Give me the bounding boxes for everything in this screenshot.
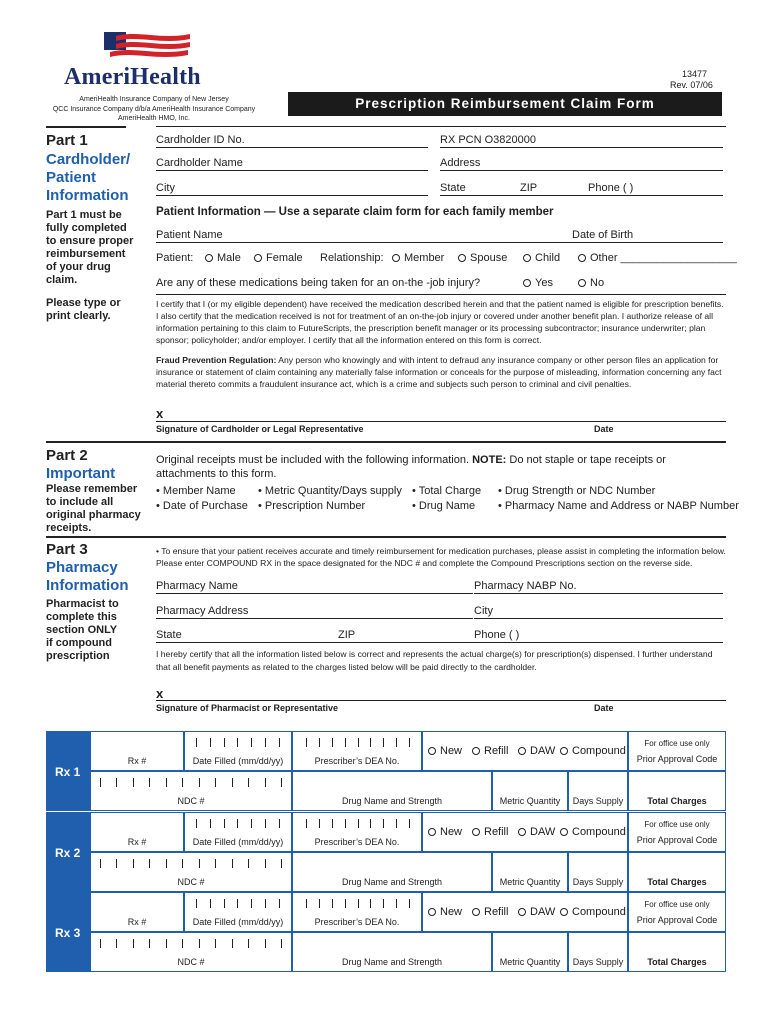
rx-number-label: Rx # [127, 917, 147, 927]
rx-pcn-field[interactable]: RX PCN O3820000 [440, 134, 723, 148]
radio-icon [560, 747, 568, 755]
metric-qty-label: Metric Quantity [499, 877, 561, 887]
rx-number-label: Rx # [127, 837, 147, 847]
radio-icon [392, 254, 400, 262]
metric-qty-label: Metric Quantity [499, 796, 561, 806]
intro-text: Original receipts must be included with the following information. [156, 454, 473, 466]
bullet-drug-name: • Drug Name [412, 500, 476, 512]
total-charges-label: Total Charges [647, 796, 707, 806]
radio-icon [428, 747, 436, 755]
relationship-label: Relationship: [320, 252, 384, 264]
note-line: section ONLY [46, 624, 118, 636]
intro-text2: Do not staple or tape receipts or attachments to this form. [156, 454, 666, 480]
heading-line: Pharmacy [46, 559, 118, 576]
pharmacy-phone-field[interactable]: Phone ( ) [474, 629, 723, 643]
dea-ticks [306, 738, 410, 747]
note-label: NOTE: [472, 454, 507, 466]
heading-line: Information [46, 577, 129, 594]
radio-icon [472, 908, 480, 916]
radio-icon [518, 828, 526, 836]
signature-line[interactable] [156, 421, 726, 422]
note-line: Part 1 must be [46, 209, 122, 221]
fraud-label: Fraud Prevention Regulation: [156, 355, 277, 365]
bullet-rx-number: • Prescription Number [258, 500, 366, 512]
pharmacy-zip-field[interactable]: ZIP [338, 629, 474, 643]
pharmacy-state-field[interactable]: State [156, 629, 338, 643]
fraud-body: Any person who knowingly and with intent to defraud any insurance company or other person files an application for insurance or statement of claim containing any materially false information or conceals for the purpose of misleading, information concerning any fact material thereto commits a fraudulent insurance act, which is a crime and subjects such person to criminal and civil penalties. [156, 355, 722, 389]
dea-ticks [306, 819, 410, 828]
part1-label: Part 1 [46, 132, 88, 149]
company-line: AmeriHealth Insurance Company of New Jersey [79, 96, 229, 103]
office-use-label: For office use only [644, 900, 710, 909]
radio-icon [472, 747, 480, 755]
section-rule [156, 126, 726, 127]
date-filled-ticks [196, 738, 280, 747]
radio-icon [578, 254, 586, 262]
part3-rule [46, 536, 726, 538]
metric-qty-label: Metric Quantity [499, 957, 561, 967]
bullet-total: • Total Charge [412, 485, 482, 497]
signature-label: Signature of Cardholder or Legal Representative [156, 424, 364, 434]
part1-rule [46, 126, 126, 128]
radio-icon [472, 828, 480, 836]
rx-number-label: Rx # [127, 756, 147, 766]
female-radio[interactable]: Female [254, 252, 303, 264]
patient-gender-row [156, 252, 193, 264]
cardholder-id-field[interactable]: Cardholder ID No. [156, 134, 428, 148]
radio-icon [578, 279, 586, 287]
date-filled-ticks [196, 819, 280, 828]
new-radio[interactable]: New [428, 745, 462, 757]
daw-radio[interactable]: DAW [518, 745, 555, 757]
bullet-date: • Date of Purchase [156, 500, 248, 512]
rx-block-label-cell [46, 892, 90, 972]
male-radio[interactable]: Male [205, 252, 241, 264]
days-supply-label: Days Supply [572, 877, 624, 887]
daw-radio[interactable]: DAW [518, 826, 555, 838]
refill-radio[interactable]: Refill [472, 745, 508, 757]
note-line: receipts. [46, 522, 92, 534]
pharmacy-city-field[interactable]: City [474, 605, 723, 619]
office-use-cell [628, 812, 726, 852]
note-line: if compound [46, 637, 112, 649]
radio-icon [458, 254, 466, 262]
member-radio[interactable]: Member [392, 252, 444, 264]
cardholder-name-field[interactable]: Cardholder Name [156, 157, 428, 171]
bullet-member-name: • Member Name [156, 485, 236, 497]
revision: Rev. 07/06 [670, 80, 713, 90]
logo [60, 28, 230, 96]
radio-icon [518, 908, 526, 916]
part2-label: Part 2 [46, 447, 88, 464]
rx-block-label: Rx 3 [55, 926, 81, 940]
state-field[interactable]: State [440, 182, 520, 196]
total-charges-label: Total Charges [647, 877, 707, 887]
radio-icon [560, 828, 568, 836]
ndc-label: NDC # [177, 877, 205, 887]
bullet-metric: • Metric Quantity/Days supply [258, 485, 402, 497]
date-filled-label: Date Filled (mm/dd/yy) [192, 756, 284, 766]
company-lines [36, 95, 272, 124]
note-line: fully completed [46, 222, 127, 234]
heading-line: Information [46, 187, 129, 204]
date-filled-label: Date Filled (mm/dd/yy) [192, 837, 284, 847]
logo-text: AmeriHealth [64, 64, 201, 90]
refill-radio[interactable]: Refill [472, 906, 508, 918]
part2-note [46, 483, 141, 535]
rx-block-label-cell [46, 731, 90, 811]
drug-name-label: Drug Name and Strength [341, 877, 443, 887]
rx-block-label-cell [46, 812, 90, 892]
part3-label: Part 3 [46, 541, 88, 558]
radio-icon [523, 254, 531, 262]
page-title: Prescription Reimbursement Claim Form [355, 96, 655, 111]
office-use-label: For office use only [644, 739, 710, 748]
patient-heading: Patient Information — Use a separate claim form for each family member [156, 206, 554, 218]
bullet-pharmacy: • Pharmacy Name and Address or NABP Number [498, 500, 739, 512]
child-radio[interactable]: Child [523, 252, 560, 264]
form-number: 13477 [682, 69, 708, 79]
note-line: complete this [46, 611, 117, 623]
patient-label: Patient: [156, 252, 194, 264]
office-use-cell [628, 892, 726, 932]
prior-approval-label: Prior Approval Code [636, 754, 718, 764]
ndc-label: NDC # [177, 796, 205, 806]
pharmacy-certify: I hereby certify that all the information listed below is correct and represents the actual charge(s) for prescription(s) dispensed. I further understand that all benefit payments as related to the charges listed below will be paid directly to the cardholder. [156, 649, 713, 672]
other-radio[interactable]: Other ___________________ [578, 252, 737, 264]
pharmacist-signature-line[interactable] [156, 700, 726, 701]
note-line: reimbursement [46, 248, 126, 260]
yes-radio[interactable]: Yes [523, 277, 553, 289]
ndc-ticks [100, 778, 282, 787]
drug-name-label: Drug Name and Strength [341, 796, 443, 806]
note-line: to ensure proper [46, 235, 134, 247]
total-charges-label: Total Charges [647, 957, 707, 967]
note-line: prescription [46, 650, 110, 662]
compound-radio[interactable]: Compound [560, 745, 626, 757]
company-line: AmeriHealth HMO, Inc. [118, 115, 190, 122]
radio-icon [518, 747, 526, 755]
radio-icon [428, 908, 436, 916]
note-line: of your drug [46, 261, 111, 273]
title-bar [288, 92, 722, 116]
address-field[interactable]: Address [440, 157, 723, 171]
city-field[interactable]: City [156, 182, 428, 196]
patient-name-field[interactable]: Patient Name [156, 229, 576, 243]
prior-approval-label: Prior Approval Code [636, 835, 718, 845]
injury-question: Are any of these medications being taken for an on-the -job injury? [156, 277, 481, 289]
prior-approval-label: Prior Approval Code [636, 915, 718, 925]
dob-field[interactable]: Date of Birth [572, 229, 723, 243]
office-use-label: For office use only [644, 820, 710, 829]
dea-label: Prescriber’s DEA No. [314, 917, 400, 927]
office-use-cell [628, 731, 726, 771]
note-line: to include all [46, 496, 114, 508]
dea-label: Prescriber’s DEA No. [314, 837, 400, 847]
ndc-ticks [100, 939, 282, 948]
radio-icon [205, 254, 213, 262]
note-line: Please remember [46, 483, 138, 495]
no-radio[interactable]: No [578, 277, 604, 289]
certify-text: I certify that I (or my eligible dependent) have received the medication described herein and that the patient named is eligible for prescription benefits. I also certify that the medication received is not for treatment of an on-the-job injury or covered under another benefit plan. I authorize release of all information pertaining to this claim to FutureScripts, the prescription benefit manager or its processing subcontractor; insurance underwriter; plan sponsor; policyholder; and/or employer. I certify that all the information entered on this form is correct. [156, 299, 724, 345]
new-radio[interactable]: New [428, 906, 462, 918]
dea-label: Prescriber’s DEA No. [314, 756, 400, 766]
pharmacy-address-field[interactable]: Pharmacy Address [156, 605, 473, 619]
pharmacist-date-label: Date [594, 703, 614, 713]
note-line: print clearly. [46, 310, 111, 322]
drug-name-label: Drug Name and Strength [341, 957, 443, 967]
daw-radio[interactable]: DAW [518, 906, 555, 918]
ndc-ticks [100, 859, 282, 868]
fraud-text [156, 354, 726, 390]
days-supply-label: Days Supply [572, 796, 624, 806]
refill-radio[interactable]: Refill [472, 826, 508, 838]
date-filled-label: Date Filled (mm/dd/yy) [192, 917, 284, 927]
part2-intro [156, 453, 726, 481]
compound-radio[interactable]: Compound [560, 826, 626, 838]
radio-icon [428, 828, 436, 836]
part1-note2 [46, 297, 121, 323]
bullet-drug-strength: • Drug Strength or NDC Number [498, 485, 656, 497]
note-line: Please type or [46, 297, 121, 309]
phone-field[interactable]: Phone ( ) [588, 182, 723, 196]
note-line: original pharmacy [46, 509, 141, 521]
compound-radio[interactable]: Compound [560, 906, 626, 918]
heading-line: Cardholder/ [46, 151, 131, 168]
radio-icon [254, 254, 262, 262]
part2-rule [46, 441, 726, 443]
zip-field[interactable]: ZIP [520, 182, 588, 196]
part3-intro: • To ensure that your patient receives accurate and timely reimbursement for medication purchases, please assist in completing the information below. Please enter COMPOUND RX in the space designated for the NDC # and complete the Compound Prescriptions section on the reverse side. [156, 546, 726, 568]
rx-block-label: Rx 2 [55, 846, 81, 860]
pharmacist-signature-label: Signature of Pharmacist or Representative [156, 703, 339, 713]
pharmacist-x: x [156, 686, 164, 701]
dea-ticks [306, 899, 410, 908]
date-label: Date [594, 424, 614, 434]
rule [156, 294, 726, 295]
part3-note [46, 598, 119, 663]
part1-note [46, 209, 133, 287]
date-filled-ticks [196, 899, 280, 908]
rx-block-label: Rx 1 [55, 765, 81, 779]
new-radio[interactable]: New [428, 826, 462, 838]
ndc-label: NDC # [177, 957, 205, 967]
pharmacy-name-field[interactable]: Pharmacy Name [156, 580, 473, 594]
days-supply-label: Days Supply [572, 957, 624, 967]
spouse-radio[interactable]: Spouse [458, 252, 507, 264]
heading-line: Patient [46, 169, 97, 186]
part1-heading [46, 151, 130, 205]
nabp-field[interactable]: Pharmacy NABP No. [474, 580, 723, 594]
radio-icon [523, 279, 531, 287]
note-line: Pharmacist to [46, 598, 119, 610]
part2-heading: Important [46, 465, 116, 482]
part3-heading [46, 559, 129, 595]
signature-x: x [156, 406, 164, 421]
radio-icon [560, 908, 568, 916]
company-line: QCC Insurance Company d/b/a AmeriHealth Insurance Company [52, 105, 256, 113]
note-line: claim. [46, 274, 78, 286]
